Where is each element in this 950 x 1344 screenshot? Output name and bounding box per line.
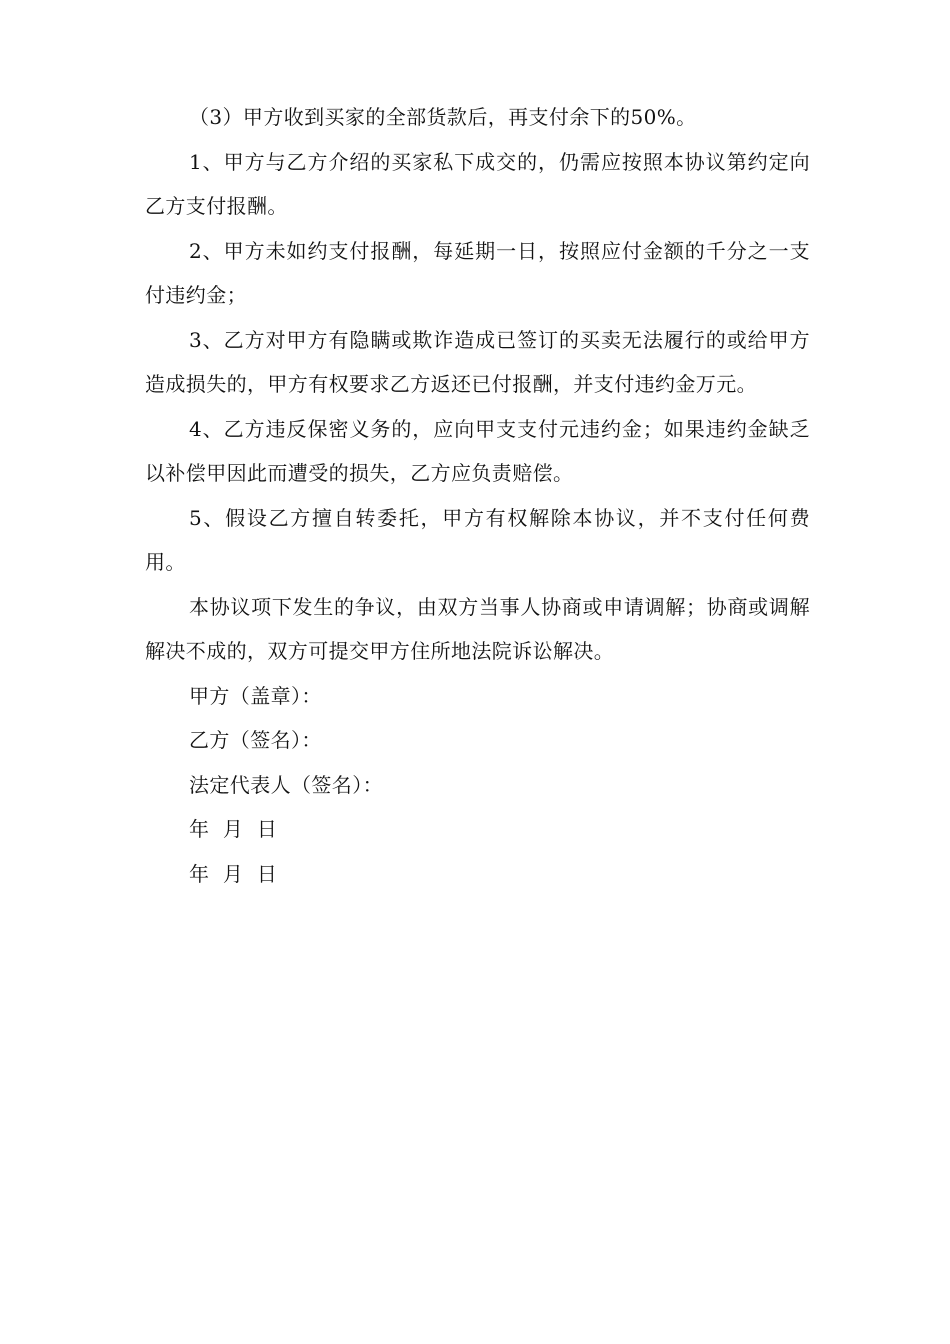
date-line: 年 月 日 <box>189 861 278 886</box>
document-body <box>145 95 810 896</box>
clause-late-payment: 2、甲方未如约支付报酬，每延期一日，按照应付金额的千分之一支付违约金； <box>145 238 810 307</box>
clause-confidentiality: 4、乙方违反保密义务的，应向甲支支付元违约金；如果违约金缺乏以补偿甲因此而遭受的损失，乙方应负责赔偿。 <box>145 416 810 485</box>
clause-subcontract: 5、假设乙方擅自转委托，甲方有权解除本协议，并不支付任何费用。 <box>145 505 810 574</box>
clause-payment-balance: （3）甲方收到买家的全部货款后，再支付余下的50%。 <box>189 105 697 129</box>
signature-legal-rep: 法定代表人（签名）： <box>189 772 383 797</box>
clause-concealment: 3、乙方对甲方有隐瞒或欺诈造成已签订的买卖无法履行的或给甲方造成损失的，甲方有权要求乙方返还已付报酬，并支付违约金万元。 <box>145 327 810 396</box>
clause-dispute: 本协议项下发生的争议，由双方当事人协商或申请调解；协商或调解解决不成的，双方可提交甲方住所地法院诉讼解决。 <box>145 594 810 663</box>
signature-party-b: 乙方（签名）： <box>189 728 322 752</box>
signature-party-a: 甲方（盖章）： <box>189 683 322 708</box>
clause-private-deal: 1、甲方与乙方介绍的买家私下成交的，仍需应按照本协议第约定向乙方支付报酬。 <box>145 149 810 218</box>
date-line: 年 月 日 <box>189 817 278 841</box>
